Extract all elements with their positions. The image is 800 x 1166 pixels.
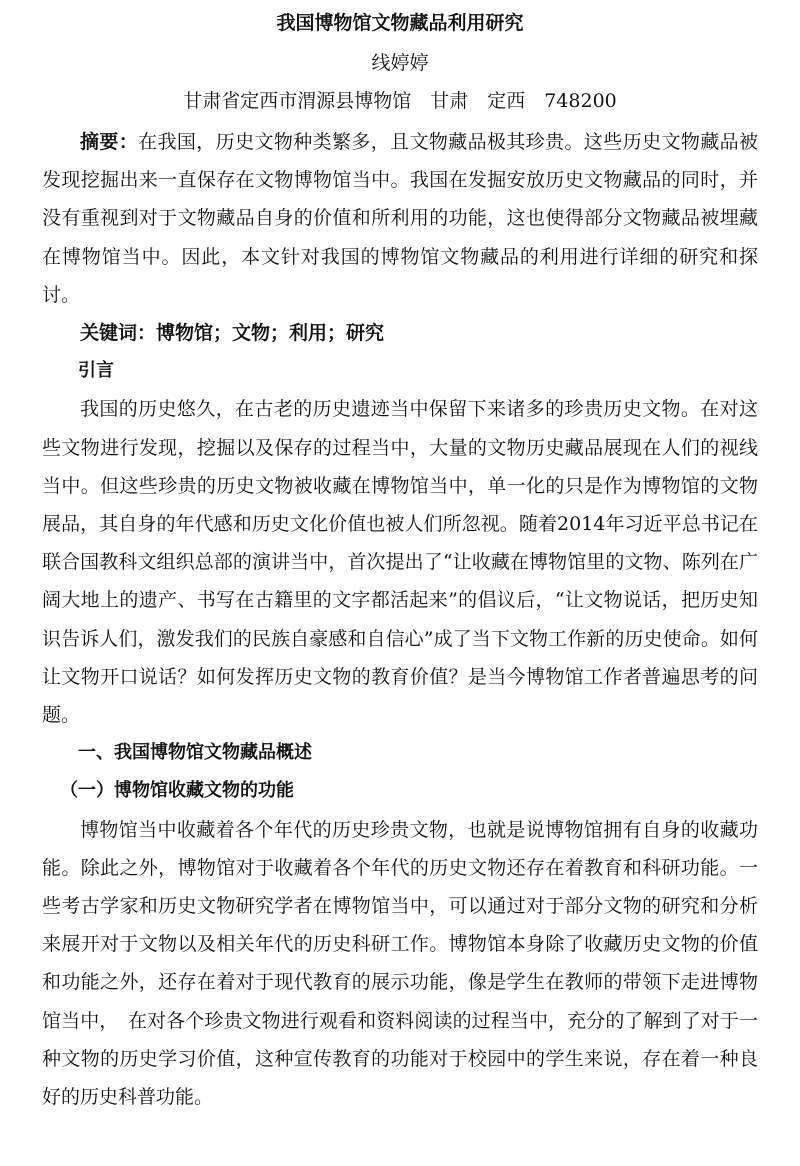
section-heading: 一、我国博物馆文物藏品概述 bbox=[78, 742, 312, 764]
subsection-heading: （一）博物馆收藏文物的功能 bbox=[60, 780, 294, 802]
abstract-label: 摘要： bbox=[80, 131, 139, 153]
keywords-paragraph bbox=[42, 314, 758, 352]
intro-paragraph: 我国的历史悠久，在古老的历史遗迹当中保留下来诸多的珍贵历史文物。在对这些文物进行发现，挖掘以及保存的过程当中，大量的文物历史藏品展现在人们的视线当中。但这些珍贵的历史文物被收藏在博物馆当中，单一化的只是作为博物馆的文物展品，其自身的年代感和历史文化价值也被人们所忽视。随着2014年习近平总书记在联合国教科文组织总部的演讲当中，首次提出了“让收藏在博物馆里的文物、陈列在广阔大地上的遗产、书写在古籍里的文字都活起来”的倡议后，“让文物说话，把历史知识告诉人们，激发我们的民族自豪感和自信心”成了当下文物工作新的历史使命。如何让文物开口说话？如何发挥历史文物的教育价值？是当今博物馆工作者普遍思考的问题。 bbox=[42, 398, 758, 727]
abstract-paragraph bbox=[42, 123, 758, 314]
paper-body bbox=[42, 123, 758, 1116]
intro-heading: 引言 bbox=[78, 360, 114, 382]
keywords-label: 关键词： bbox=[80, 322, 157, 345]
paper-title: 我国博物馆文物藏品利用研究 bbox=[276, 12, 524, 34]
author-affiliation: 甘肃省定西市渭源县博物馆 甘肃 定西 748200 bbox=[183, 90, 617, 112]
keywords-text: 博物馆；文物；利用；研究 bbox=[156, 322, 385, 345]
author-name: 线婷婷 bbox=[371, 52, 429, 74]
subsection-paragraph: 博物馆当中收藏着各个年代的历史珍贵文物，也就是说博物馆拥有自身的收藏功能。除此之外，博物馆对于收藏着各个年代的历史文物还存在着教育和科研功能。一些考古学家和历史文物研究学者在博物馆当中，可以通过对于部分文物的研究和分析来展开对于文物以及相关年代的历史科研工作。博物馆本身除了收藏历史文物的价值和功能之外，还存在着对于现代教育的展示功能，像是学生在教师的带领下走进博物馆当中， 在对各个珍贵文物进行观看和资料阅读的过程当中，充分的了解到了对于一种文物的历史学习价值，这种宣传教育的功能对于校园中的学生来说，存在着一种良好的历史科普功能。 bbox=[42, 818, 758, 1109]
abstract-text: 在我国，历史文物种类繁多，且文物藏品极其珍贵。这些历史文物藏品被发现挖掘出来一直保存在文物博物馆当中。我国在发掘安放历史文物藏品的同时，并没有重视到对于文物藏品自身的价值和所利用的功能，这也使得部分文物藏品被埋藏在博物馆当中。因此，本文针对我国的博物馆文物藏品的利用进行详细的研究和探讨。 bbox=[42, 131, 758, 306]
